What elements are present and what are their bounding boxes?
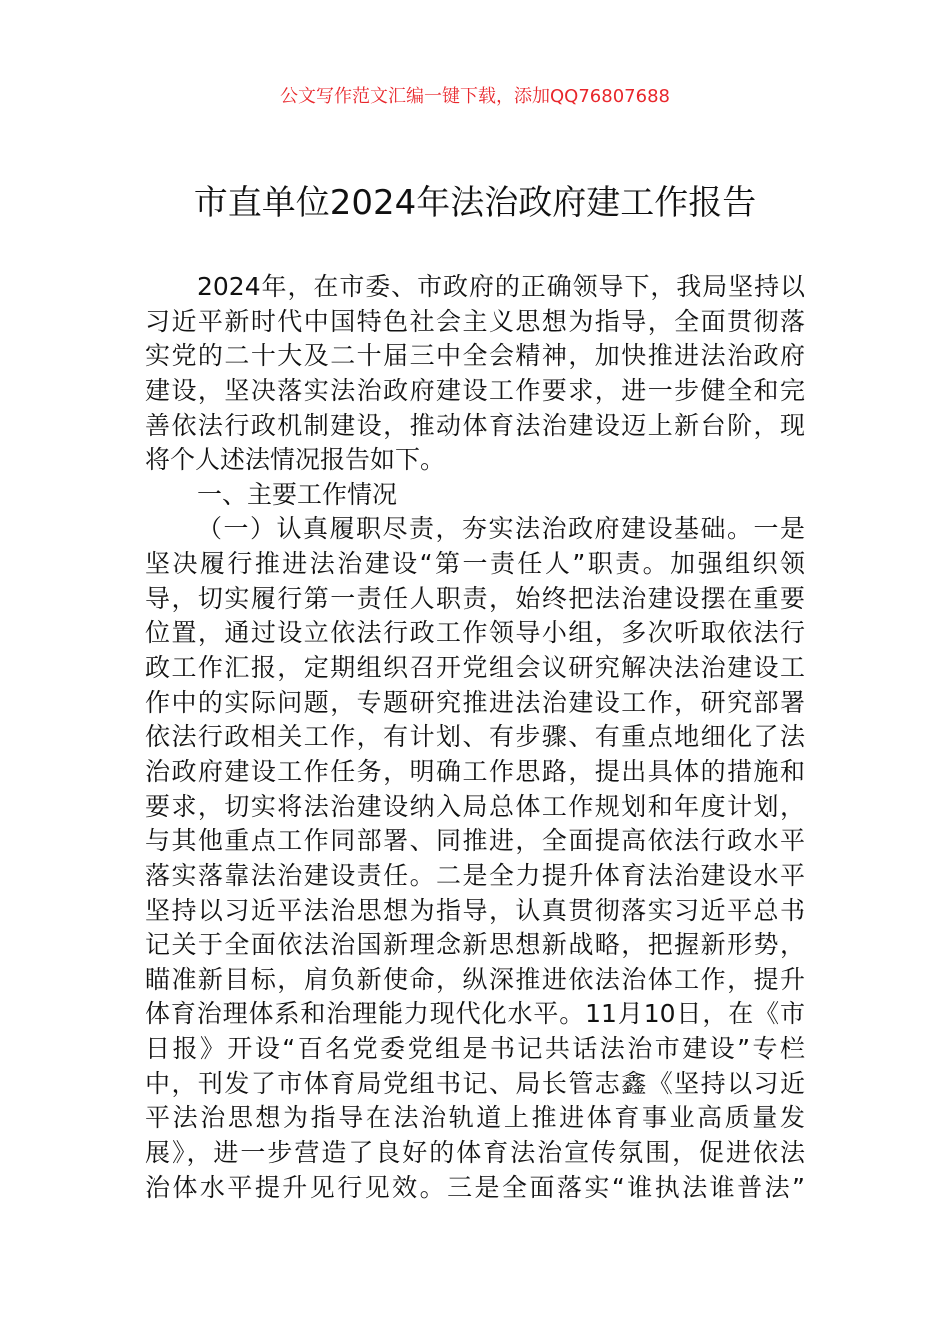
paragraph-line: 作中的实际问题，专题研究推进法治建设工作，研究部署 xyxy=(145,687,805,717)
paragraph-line: 治政府建设工作任务，明确工作思路，提出具体的措施和 xyxy=(145,756,805,786)
paragraph-line: 中，刊发了市体育局党组书记、局长管志鑫《坚持以习近 xyxy=(145,1068,805,1098)
paragraph-line: 平法治思想为指导在法治轨道上推进体育事业高质量发 xyxy=(145,1103,805,1133)
paragraph-line: 体育治理体系和治理能力现代化水平。11月10日，在《市 xyxy=(145,999,805,1029)
paragraph-line: 实党的二十大及二十届三中全会精神，加快推进法治政府 xyxy=(145,341,805,371)
paragraph-line: 展》，进一步营造了良好的体育法治宣传氛围，促进依法 xyxy=(145,1138,805,1168)
paragraph-line: 治体水平提升见行见效。三是全面落实“谁执法谁普法” xyxy=(145,1172,805,1202)
paragraph-line: 建设，坚决落实法治政府建设工作要求，进一步健全和完 xyxy=(145,375,805,405)
paragraph-line: 与其他重点工作同部署、同推进，全面提高依法行政水平 xyxy=(145,826,805,856)
paragraph-line: 善依法行政机制建设，推动体育法治建设迈上新台阶，现 xyxy=(145,410,805,440)
section-heading: 一、主要工作情况 xyxy=(197,479,398,509)
paragraph-line: 习近平新时代中国特色社会主义思想为指导，全面贯彻落 xyxy=(145,306,805,336)
document-title: 市直单位2024年法治政府建工作报告 xyxy=(193,183,757,223)
paragraph-line: 瞄准新目标，肩负新使命，纵深推进依法治体工作，提升 xyxy=(145,964,805,994)
paragraph-line: 导，切实履行第一责任人职责，始终把法治建设摆在重要 xyxy=(145,583,805,613)
document-body xyxy=(145,270,805,1205)
paragraph-line: 落实落靠法治建设责任。二是全力提升体育法治建设水平 xyxy=(145,860,805,890)
watermark-text: 公文写作范文汇编一键下载，添加QQ76807688 xyxy=(280,86,670,107)
paragraph-line: 日报》开设“百名党委党组是书记共话法治市建设”专栏 xyxy=(145,1034,805,1064)
paragraph-line: 位置，通过设立依法行政工作领导小组，多次听取依法行 xyxy=(145,618,805,648)
paragraph-line: 坚持以习近平法治思想为指导，认真贯彻落实习近平总书 xyxy=(145,895,805,925)
paragraph-line: 2024年，在市委、市政府的正确领导下，我局坚持以 xyxy=(197,272,805,301)
paragraph-line: （一）认真履职尽责，夯实法治政府建设基础。一是 xyxy=(197,514,805,544)
paragraph-line: 要求，切实将法治建设纳入局总体工作规划和年度计划， xyxy=(145,791,805,821)
paragraph-line: 政工作汇报，定期组织召开党组会议研究解决法治建设工 xyxy=(145,653,805,683)
paragraph-line: 依法行政相关工作，有计划、有步骤、有重点地细化了法 xyxy=(145,722,805,752)
paragraph-line: 将个人述法情况报告如下。 xyxy=(145,445,446,475)
paragraph-line: 记关于全面依法治国新理念新思想新战略，把握新形势， xyxy=(145,930,805,960)
paragraph-line: 坚决履行推进法治建设“第一责任人”职责。加强组织领 xyxy=(145,549,805,579)
